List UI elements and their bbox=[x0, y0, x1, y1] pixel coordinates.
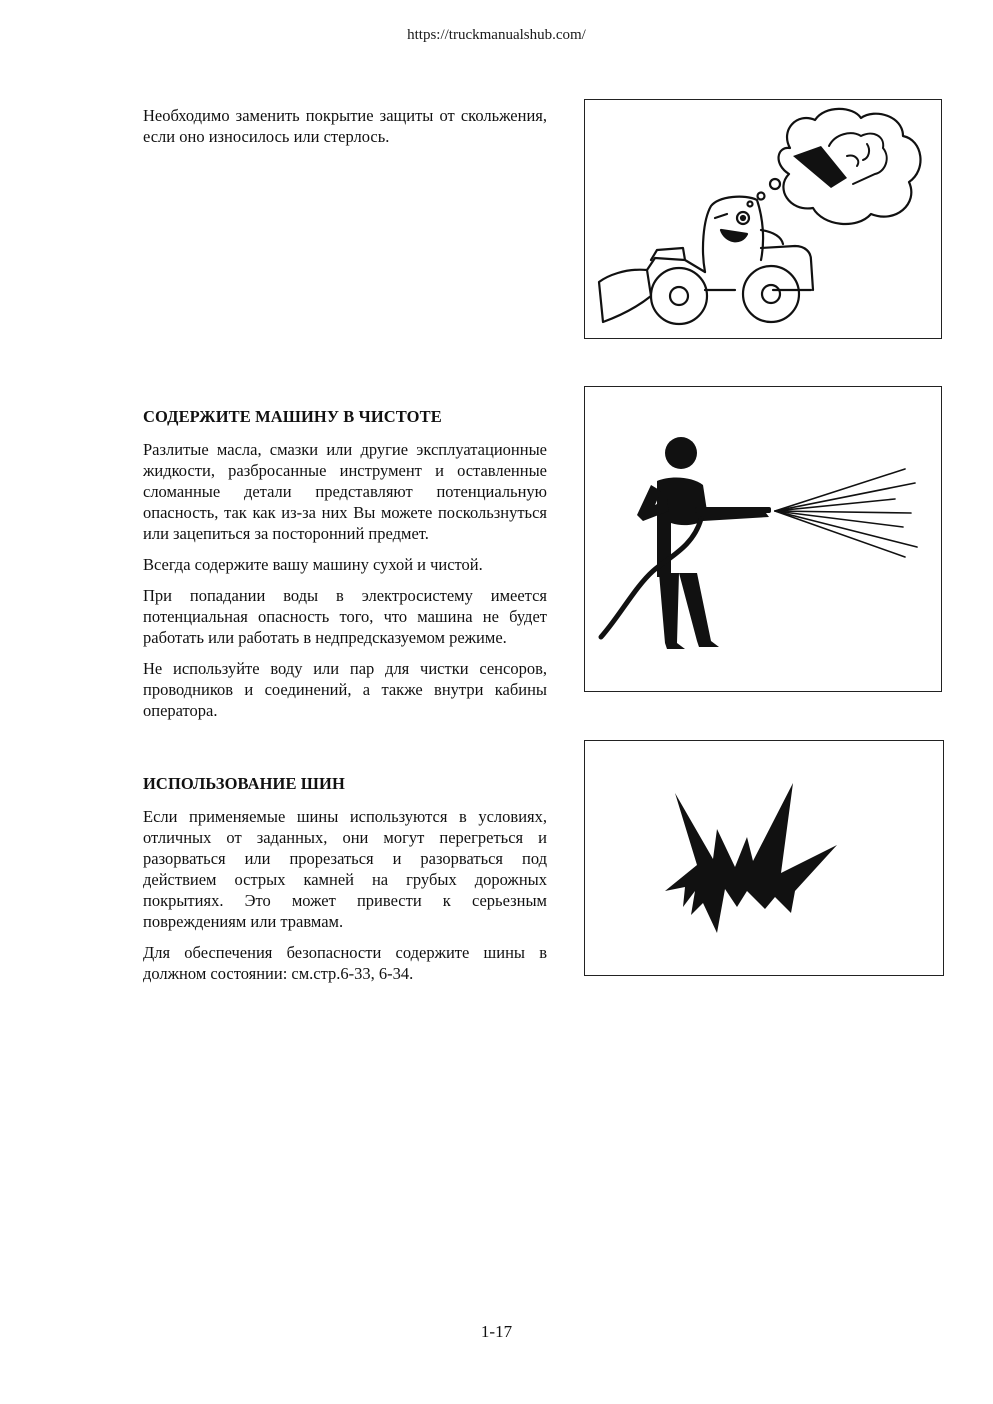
source-url[interactable]: https://truckmanualshub.com/ bbox=[407, 27, 586, 43]
tires-paragraph-2: Для обеспечения безопасности содержите шины в должном состоянии: см.стр.6-33, 6-34. bbox=[143, 943, 547, 983]
clean-paragraph-2: Всегда содержите вашу машину сухой и чистой. bbox=[143, 555, 483, 574]
tires-paragraph-1: Если применяемые шины используются в условиях, отличных от заданных, они могут перегреться и разорваться или прорезаться и разорваться под действием острых камней на грубых дорожных покрытиях. Это может привести к серьезным повреждениям или травмам. bbox=[143, 807, 547, 931]
wheel-loader-cartoon-icon bbox=[585, 100, 943, 340]
clean-heading: СОДЕРЖИТЕ МАШИНУ В ЧИСТОТЕ bbox=[143, 407, 442, 426]
tire-burst-explosion-icon bbox=[585, 741, 945, 977]
clean-paragraph-3: При попадании воды в электросистему имеется потенциальная опасность того, что машина не будет работать или работать в недпредсказуемом режиме. bbox=[143, 586, 547, 647]
clean-section bbox=[143, 406, 547, 731]
clean-paragraph-4: Не используйте воду или пар для чистки сенсоров, проводников и соединений, а также внутри кабины оператора. bbox=[143, 659, 547, 720]
tires-section bbox=[143, 773, 547, 994]
figure-burst bbox=[584, 740, 944, 976]
figure-loader bbox=[584, 99, 942, 339]
pressure-washer-worker-icon bbox=[585, 387, 943, 693]
figure-washer bbox=[584, 386, 942, 692]
clean-paragraph-1: Разлитые масла, смазки или другие эксплуатационные жидкости, разбросанные инструмент и оставленные сломанные детали представляют потенциальную опасность, так как из-за них Вы можете поскользнуться или зацепиться за посторонний предмет. bbox=[143, 440, 547, 543]
intro-paragraph: Необходимо заменить покрытие защиты от скольжения, если оно износилось или стерлось. bbox=[143, 106, 547, 146]
intro-section bbox=[143, 105, 547, 157]
page-number: 1-17 bbox=[480, 1322, 513, 1341]
tires-heading: ИСПОЛЬЗОВАНИЕ ШИН bbox=[143, 774, 345, 793]
